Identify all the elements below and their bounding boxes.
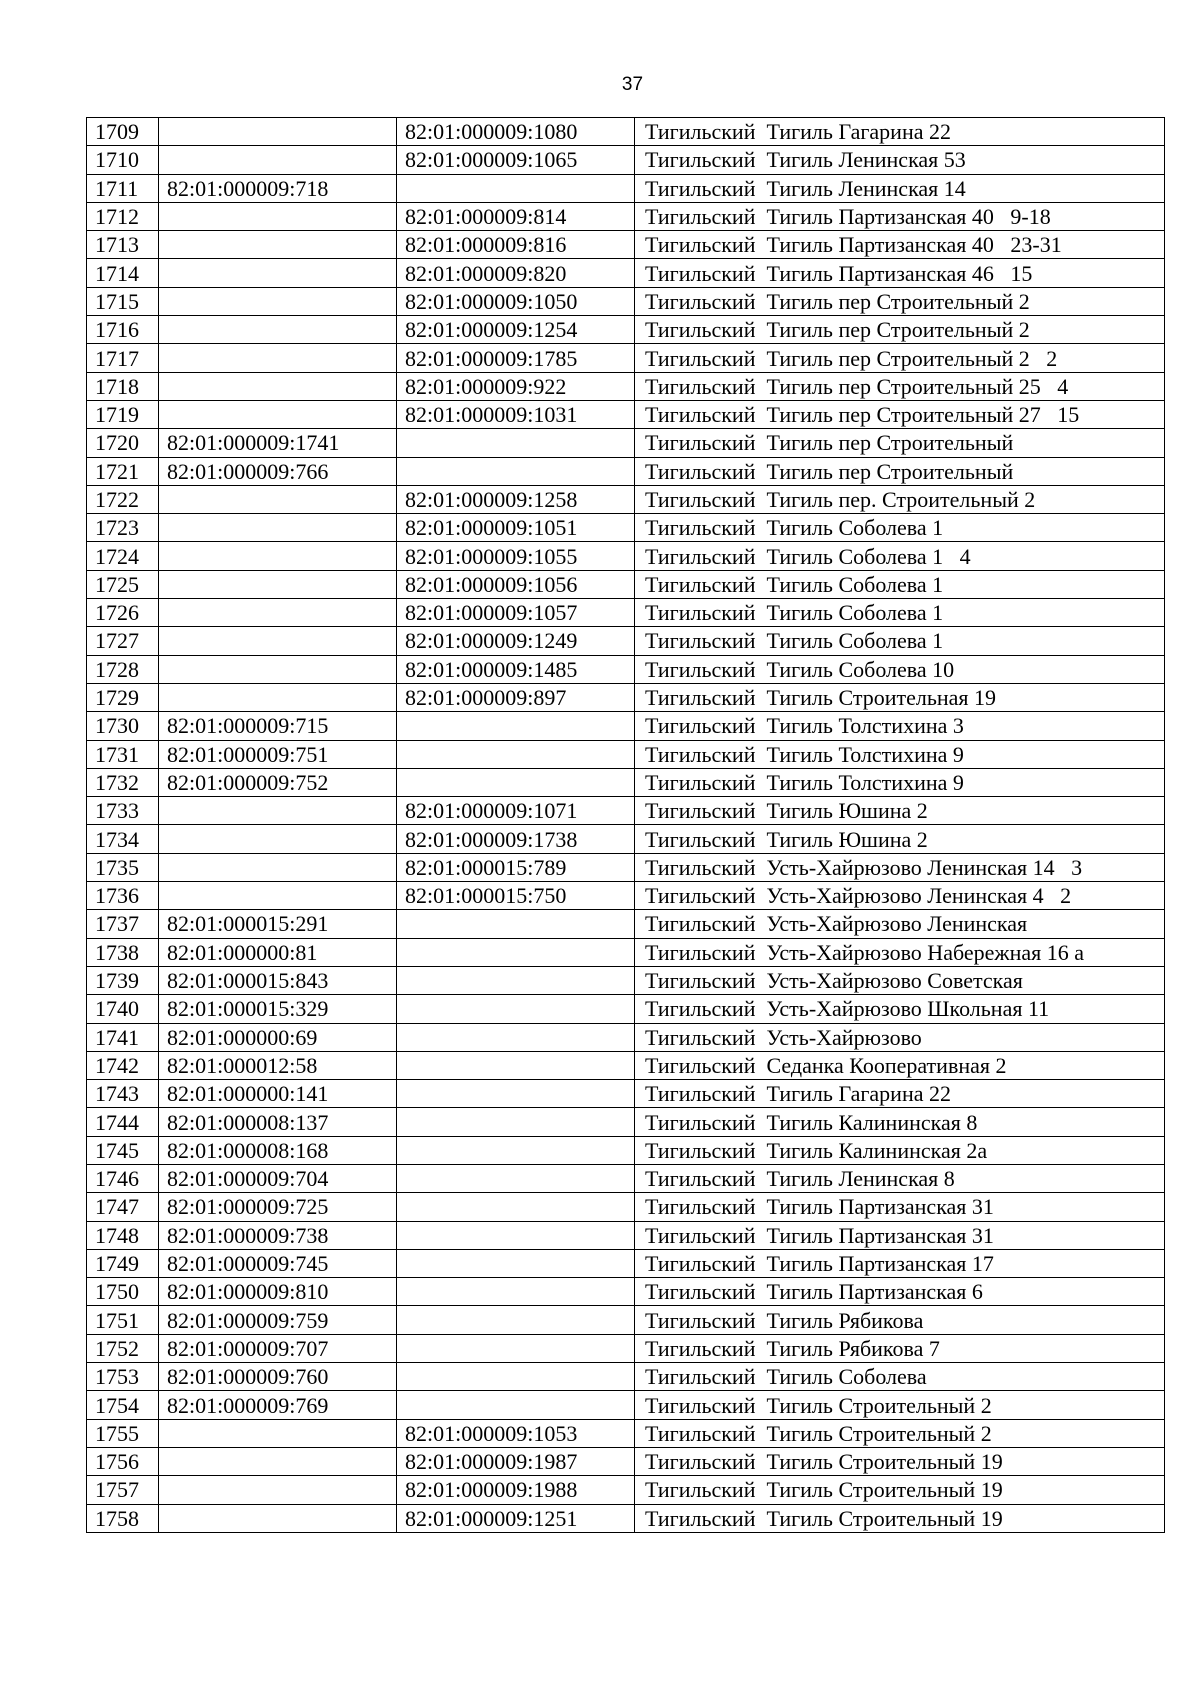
cadastral-number-a-cell: 82:01:000015:843 xyxy=(159,966,397,994)
address-cell: Тигильский Тигиль Ленинская 8 xyxy=(635,1164,1165,1192)
cadastral-number-a-cell xyxy=(159,514,397,542)
address-cell: Тигильский Тигиль Партизанская 40 9-18 xyxy=(635,202,1165,230)
address-cell: Тигильский Тигиль Строительный 19 xyxy=(635,1476,1165,1504)
cadastral-number-b-cell xyxy=(397,1136,635,1164)
table-row xyxy=(87,429,1165,457)
row-number-cell: 1749 xyxy=(87,1249,159,1277)
cadastral-number-b-cell xyxy=(397,1363,635,1391)
row-number-cell: 1713 xyxy=(87,231,159,259)
cadastral-number-b-cell xyxy=(397,1108,635,1136)
address-cell: Тигильский Усть-Хайрюзово xyxy=(635,1023,1165,1051)
cadastral-number-a-cell xyxy=(159,231,397,259)
row-number-cell: 1721 xyxy=(87,457,159,485)
cadastral-number-b-cell: 82:01:000009:1051 xyxy=(397,514,635,542)
cadastral-number-b-cell xyxy=(397,1221,635,1249)
cadastral-number-a-cell xyxy=(159,599,397,627)
cadastral-number-a-cell xyxy=(159,344,397,372)
row-number-cell: 1717 xyxy=(87,344,159,372)
address-cell: Тигильский Тигиль Соболева 10 xyxy=(635,655,1165,683)
cadastral-number-b-cell xyxy=(397,174,635,202)
table-row xyxy=(87,316,1165,344)
cadastral-number-a-cell xyxy=(159,118,397,146)
row-number-cell: 1738 xyxy=(87,938,159,966)
table-row xyxy=(87,1476,1165,1504)
table-row xyxy=(87,825,1165,853)
row-number-cell: 1740 xyxy=(87,995,159,1023)
cadastral-number-b-cell: 82:01:000009:1249 xyxy=(397,627,635,655)
row-number-cell: 1729 xyxy=(87,683,159,711)
registry-table xyxy=(86,117,1165,1533)
cadastral-number-a-cell: 82:01:000009:707 xyxy=(159,1334,397,1362)
table-row xyxy=(87,1249,1165,1277)
cadastral-number-a-cell xyxy=(159,146,397,174)
table-row xyxy=(87,542,1165,570)
table-row xyxy=(87,599,1165,627)
cadastral-number-a-cell: 82:01:000015:329 xyxy=(159,995,397,1023)
row-number-cell: 1727 xyxy=(87,627,159,655)
table-row xyxy=(87,1164,1165,1192)
address-cell: Тигильский Тигиль пер Строительный 25 4 xyxy=(635,372,1165,400)
table-row xyxy=(87,1391,1165,1419)
table-row xyxy=(87,231,1165,259)
cadastral-number-b-cell: 82:01:000009:1785 xyxy=(397,344,635,372)
cadastral-number-a-cell: 82:01:000000:141 xyxy=(159,1080,397,1108)
page-number: 37 xyxy=(621,74,644,95)
row-number-cell: 1719 xyxy=(87,400,159,428)
address-cell: Тигильский Усть-Хайрюзово Ленинская 4 2 xyxy=(635,882,1165,910)
row-number-cell: 1732 xyxy=(87,768,159,796)
cadastral-number-b-cell xyxy=(397,1306,635,1334)
row-number-cell: 1746 xyxy=(87,1164,159,1192)
cadastral-number-b-cell: 82:01:000009:1738 xyxy=(397,825,635,853)
row-number-cell: 1741 xyxy=(87,1023,159,1051)
row-number-cell: 1745 xyxy=(87,1136,159,1164)
table-row xyxy=(87,1278,1165,1306)
address-cell: Тигильский Тигиль Юшина 2 xyxy=(635,797,1165,825)
cadastral-number-b-cell xyxy=(397,995,635,1023)
cadastral-number-a-cell xyxy=(159,259,397,287)
address-cell: Тигильский Тигиль Гагарина 22 xyxy=(635,118,1165,146)
row-number-cell: 1735 xyxy=(87,853,159,881)
row-number-cell: 1718 xyxy=(87,372,159,400)
row-number-cell: 1714 xyxy=(87,259,159,287)
row-number-cell: 1725 xyxy=(87,570,159,598)
address-cell: Тигильский Усть-Хайрюзово Советская xyxy=(635,966,1165,994)
row-number-cell: 1728 xyxy=(87,655,159,683)
row-number-cell: 1723 xyxy=(87,514,159,542)
cadastral-number-a-cell: 82:01:000000:69 xyxy=(159,1023,397,1051)
cadastral-number-b-cell: 82:01:000009:1050 xyxy=(397,287,635,315)
row-number-cell: 1731 xyxy=(87,740,159,768)
row-number-cell: 1720 xyxy=(87,429,159,457)
cadastral-number-b-cell: 82:01:000009:897 xyxy=(397,683,635,711)
cadastral-number-b-cell xyxy=(397,712,635,740)
address-cell: Тигильский Тигиль Толстихина 9 xyxy=(635,740,1165,768)
address-cell: Тигильский Тигиль пер Строительный 27 15 xyxy=(635,400,1165,428)
row-number-cell: 1736 xyxy=(87,882,159,910)
row-number-cell: 1710 xyxy=(87,146,159,174)
address-cell: Тигильский Тигиль Толстихина 9 xyxy=(635,768,1165,796)
cadastral-number-b-cell xyxy=(397,966,635,994)
table-row xyxy=(87,655,1165,683)
table-row xyxy=(87,995,1165,1023)
cadastral-number-a-cell xyxy=(159,1419,397,1447)
table-row xyxy=(87,1419,1165,1447)
address-cell: Тигильский Тигиль Ленинская 53 xyxy=(635,146,1165,174)
address-cell: Тигильский Тигиль пер. Строительный 2 xyxy=(635,485,1165,513)
address-cell: Тигильский Тигиль Партизанская 31 xyxy=(635,1193,1165,1221)
row-number-cell: 1733 xyxy=(87,797,159,825)
address-cell: Тигильский Тигиль Партизанская 31 xyxy=(635,1221,1165,1249)
table-row xyxy=(87,457,1165,485)
table-row xyxy=(87,1108,1165,1136)
cadastral-number-a-cell xyxy=(159,485,397,513)
table-row xyxy=(87,1221,1165,1249)
cadastral-number-a-cell: 82:01:000009:760 xyxy=(159,1363,397,1391)
cadastral-number-a-cell xyxy=(159,797,397,825)
table-row xyxy=(87,1306,1165,1334)
cadastral-number-b-cell: 82:01:000009:1057 xyxy=(397,599,635,627)
row-number-cell: 1737 xyxy=(87,910,159,938)
table-row xyxy=(87,1080,1165,1108)
row-number-cell: 1744 xyxy=(87,1108,159,1136)
cadastral-number-a-cell: 82:01:000009:766 xyxy=(159,457,397,485)
row-number-cell: 1712 xyxy=(87,202,159,230)
cadastral-number-a-cell: 82:01:000012:58 xyxy=(159,1051,397,1079)
table-row xyxy=(87,1363,1165,1391)
table-row xyxy=(87,1447,1165,1475)
cadastral-number-a-cell xyxy=(159,655,397,683)
row-number-cell: 1757 xyxy=(87,1476,159,1504)
table-row xyxy=(87,146,1165,174)
row-number-cell: 1752 xyxy=(87,1334,159,1362)
cadastral-number-a-cell: 82:01:000009:725 xyxy=(159,1193,397,1221)
cadastral-number-b-cell xyxy=(397,1164,635,1192)
table-row xyxy=(87,712,1165,740)
cadastral-number-b-cell xyxy=(397,429,635,457)
table-row xyxy=(87,372,1165,400)
address-cell: Тигильский Тигиль Партизанская 6 xyxy=(635,1278,1165,1306)
address-cell: Тигильский Тигиль Соболева 1 4 xyxy=(635,542,1165,570)
address-cell: Тигильский Тигиль Партизанская 17 xyxy=(635,1249,1165,1277)
cadastral-number-b-cell: 82:01:000015:750 xyxy=(397,882,635,910)
row-number-cell: 1743 xyxy=(87,1080,159,1108)
cadastral-number-b-cell: 82:01:000009:814 xyxy=(397,202,635,230)
table-row xyxy=(87,1193,1165,1221)
address-cell: Тигильский Тигиль Ленинская 14 xyxy=(635,174,1165,202)
cadastral-number-a-cell xyxy=(159,1447,397,1475)
table-row xyxy=(87,768,1165,796)
cadastral-number-a-cell xyxy=(159,853,397,881)
cadastral-number-b-cell xyxy=(397,1080,635,1108)
address-cell: Тигильский Тигиль Соболева 1 xyxy=(635,599,1165,627)
cadastral-number-a-cell: 82:01:000009:752 xyxy=(159,768,397,796)
table-row xyxy=(87,1504,1165,1532)
table-row xyxy=(87,853,1165,881)
cadastral-number-b-cell xyxy=(397,1278,635,1306)
cadastral-number-a-cell: 82:01:000009:718 xyxy=(159,174,397,202)
cadastral-number-a-cell xyxy=(159,316,397,344)
row-number-cell: 1758 xyxy=(87,1504,159,1532)
cadastral-number-a-cell xyxy=(159,683,397,711)
row-number-cell: 1739 xyxy=(87,966,159,994)
table-row xyxy=(87,174,1165,202)
cadastral-number-b-cell: 82:01:000009:1258 xyxy=(397,485,635,513)
address-cell: Тигильский Тигиль Рябикова 7 xyxy=(635,1334,1165,1362)
address-cell: Тигильский Тигиль Строительная 19 xyxy=(635,683,1165,711)
address-cell: Тигильский Тигиль Партизанская 40 23-31 xyxy=(635,231,1165,259)
row-number-cell: 1754 xyxy=(87,1391,159,1419)
cadastral-number-b-cell: 82:01:000009:1254 xyxy=(397,316,635,344)
row-number-cell: 1716 xyxy=(87,316,159,344)
table-row xyxy=(87,1334,1165,1362)
address-cell: Тигильский Тигиль Строительный 19 xyxy=(635,1504,1165,1532)
row-number-cell: 1747 xyxy=(87,1193,159,1221)
cadastral-number-a-cell xyxy=(159,825,397,853)
table-row xyxy=(87,202,1165,230)
cadastral-number-a-cell: 82:01:000009:769 xyxy=(159,1391,397,1419)
cadastral-number-a-cell: 82:01:000008:137 xyxy=(159,1108,397,1136)
table-row xyxy=(87,1136,1165,1164)
cadastral-number-a-cell: 82:01:000009:751 xyxy=(159,740,397,768)
cadastral-number-a-cell: 82:01:000008:168 xyxy=(159,1136,397,1164)
cadastral-number-a-cell xyxy=(159,1504,397,1532)
cadastral-number-a-cell xyxy=(159,202,397,230)
registry-table-body xyxy=(87,118,1165,1533)
row-number-cell: 1715 xyxy=(87,287,159,315)
cadastral-number-b-cell: 82:01:000009:1080 xyxy=(397,118,635,146)
cadastral-number-b-cell xyxy=(397,1391,635,1419)
cadastral-number-a-cell xyxy=(159,882,397,910)
cadastral-number-a-cell xyxy=(159,542,397,570)
cadastral-number-a-cell: 82:01:000009:704 xyxy=(159,1164,397,1192)
cadastral-number-a-cell xyxy=(159,400,397,428)
address-cell: Тигильский Тигиль Строительный 2 xyxy=(635,1419,1165,1447)
address-cell: Тигильский Тигиль Соболева 1 xyxy=(635,570,1165,598)
address-cell: Тигильский Тигиль пер Строительный 2 2 xyxy=(635,344,1165,372)
cadastral-number-a-cell xyxy=(159,372,397,400)
cadastral-number-b-cell: 82:01:000009:1251 xyxy=(397,1504,635,1532)
address-cell: Тигильский Тигиль Рябикова xyxy=(635,1306,1165,1334)
row-number-cell: 1734 xyxy=(87,825,159,853)
cadastral-number-a-cell xyxy=(159,570,397,598)
row-number-cell: 1724 xyxy=(87,542,159,570)
table-row xyxy=(87,797,1165,825)
cadastral-number-b-cell: 82:01:000009:922 xyxy=(397,372,635,400)
address-cell: Тигильский Усть-Хайрюзово Школьная 11 xyxy=(635,995,1165,1023)
table-row xyxy=(87,882,1165,910)
address-cell: Тигильский Тигиль Соболева xyxy=(635,1363,1165,1391)
cadastral-number-a-cell xyxy=(159,627,397,655)
address-cell: Тигильский Тигиль Юшина 2 xyxy=(635,825,1165,853)
cadastral-number-b-cell xyxy=(397,740,635,768)
cadastral-number-a-cell: 82:01:000009:715 xyxy=(159,712,397,740)
table-row xyxy=(87,287,1165,315)
cadastral-number-b-cell: 82:01:000009:1053 xyxy=(397,1419,635,1447)
row-number-cell: 1751 xyxy=(87,1306,159,1334)
cadastral-number-a-cell xyxy=(159,1476,397,1504)
table-row xyxy=(87,683,1165,711)
table-row xyxy=(87,910,1165,938)
cadastral-number-a-cell: 82:01:000009:738 xyxy=(159,1221,397,1249)
cadastral-number-b-cell xyxy=(397,1334,635,1362)
row-number-cell: 1722 xyxy=(87,485,159,513)
address-cell: Тигильский Седанка Кооперативная 2 xyxy=(635,1051,1165,1079)
table-row xyxy=(87,1023,1165,1051)
cadastral-number-a-cell: 82:01:000009:1741 xyxy=(159,429,397,457)
table-row xyxy=(87,118,1165,146)
row-number-cell: 1726 xyxy=(87,599,159,627)
address-cell: Тигильский Тигиль пер Строительный 2 xyxy=(635,287,1165,315)
row-number-cell: 1711 xyxy=(87,174,159,202)
address-cell: Тигильский Тигиль Строительный 2 xyxy=(635,1391,1165,1419)
cadastral-number-a-cell: 82:01:000009:810 xyxy=(159,1278,397,1306)
row-number-cell: 1756 xyxy=(87,1447,159,1475)
address-cell: Тигильский Тигиль Партизанская 46 15 xyxy=(635,259,1165,287)
table-row xyxy=(87,514,1165,542)
cadastral-number-b-cell: 82:01:000009:1071 xyxy=(397,797,635,825)
table-row xyxy=(87,966,1165,994)
cadastral-number-b-cell: 82:01:000009:1485 xyxy=(397,655,635,683)
table-row xyxy=(87,259,1165,287)
address-cell: Тигильский Тигиль Калининская 2а xyxy=(635,1136,1165,1164)
cadastral-number-b-cell xyxy=(397,938,635,966)
address-cell: Тигильский Тигиль Калининская 8 xyxy=(635,1108,1165,1136)
cadastral-number-a-cell: 82:01:000009:759 xyxy=(159,1306,397,1334)
cadastral-number-b-cell xyxy=(397,768,635,796)
cadastral-number-b-cell xyxy=(397,1193,635,1221)
table-row xyxy=(87,570,1165,598)
cadastral-number-b-cell: 82:01:000009:816 xyxy=(397,231,635,259)
cadastral-number-b-cell: 82:01:000009:1065 xyxy=(397,146,635,174)
address-cell: Тигильский Тигиль Толстихина 3 xyxy=(635,712,1165,740)
cadastral-number-b-cell xyxy=(397,1023,635,1051)
table-row xyxy=(87,938,1165,966)
address-cell: Тигильский Тигиль Гагарина 22 xyxy=(635,1080,1165,1108)
cadastral-number-b-cell: 82:01:000009:820 xyxy=(397,259,635,287)
row-number-cell: 1709 xyxy=(87,118,159,146)
table-row xyxy=(87,344,1165,372)
cadastral-number-a-cell: 82:01:000015:291 xyxy=(159,910,397,938)
table-row xyxy=(87,627,1165,655)
row-number-cell: 1753 xyxy=(87,1363,159,1391)
address-cell: Тигильский Тигиль пер Строительный xyxy=(635,429,1165,457)
table-row xyxy=(87,1051,1165,1079)
row-number-cell: 1730 xyxy=(87,712,159,740)
table-row xyxy=(87,740,1165,768)
table-row xyxy=(87,400,1165,428)
cadastral-number-a-cell xyxy=(159,287,397,315)
row-number-cell: 1750 xyxy=(87,1278,159,1306)
cadastral-number-b-cell: 82:01:000009:1031 xyxy=(397,400,635,428)
cadastral-number-b-cell xyxy=(397,1249,635,1277)
row-number-cell: 1748 xyxy=(87,1221,159,1249)
address-cell: Тигильский Тигиль Строительный 19 xyxy=(635,1447,1165,1475)
row-number-cell: 1742 xyxy=(87,1051,159,1079)
address-cell: Тигильский Тигиль Соболева 1 xyxy=(635,627,1165,655)
cadastral-number-b-cell: 82:01:000009:1056 xyxy=(397,570,635,598)
address-cell: Тигильский Усть-Хайрюзово Набережная 16 а xyxy=(635,938,1165,966)
cadastral-number-b-cell xyxy=(397,910,635,938)
cadastral-number-b-cell: 82:01:000009:1988 xyxy=(397,1476,635,1504)
address-cell: Тигильский Тигиль пер Строительный xyxy=(635,457,1165,485)
cadastral-number-b-cell: 82:01:000009:1055 xyxy=(397,542,635,570)
cadastral-number-b-cell: 82:01:000015:789 xyxy=(397,853,635,881)
cadastral-number-b-cell: 82:01:000009:1987 xyxy=(397,1447,635,1475)
cadastral-number-b-cell xyxy=(397,457,635,485)
cadastral-number-a-cell: 82:01:000000:81 xyxy=(159,938,397,966)
table-row xyxy=(87,485,1165,513)
row-number-cell: 1755 xyxy=(87,1419,159,1447)
address-cell: Тигильский Усть-Хайрюзово Ленинская 14 3 xyxy=(635,853,1165,881)
cadastral-number-b-cell xyxy=(397,1051,635,1079)
address-cell: Тигильский Усть-Хайрюзово Ленинская xyxy=(635,910,1165,938)
address-cell: Тигильский Тигиль пер Строительный 2 xyxy=(635,316,1165,344)
cadastral-number-a-cell: 82:01:000009:745 xyxy=(159,1249,397,1277)
address-cell: Тигильский Тигиль Соболева 1 xyxy=(635,514,1165,542)
